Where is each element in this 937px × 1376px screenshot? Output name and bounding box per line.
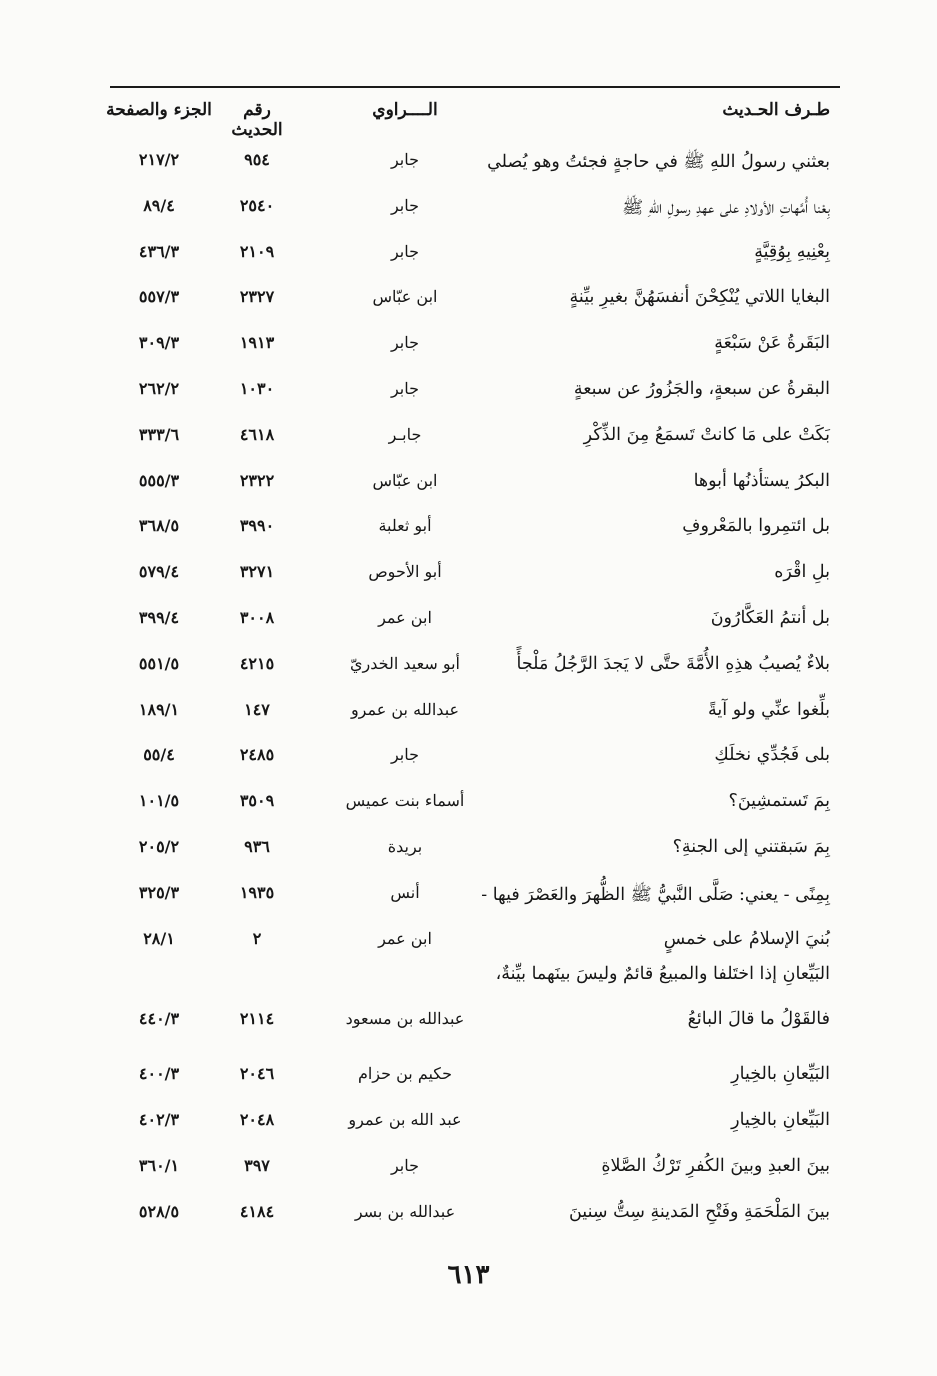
volume-page: ٥٥/٤	[143, 745, 175, 765]
table-row	[0, 1146, 937, 1192]
table-row	[0, 1192, 937, 1238]
volume-page: ٣٦٠/١	[138, 1155, 180, 1175]
hadith-number: ٢٥٤٠	[239, 195, 275, 215]
hadith-number: ٢٣٢٢	[239, 470, 275, 490]
table-row	[0, 781, 937, 827]
hadith-number: ٣٠٠٨	[239, 607, 275, 627]
hadith-text: بينَ العبدِ وبينَ الكُفرِ تَرْكُ الصَّلاةِ	[601, 1155, 830, 1176]
table-body	[0, 140, 937, 1238]
table-row	[0, 232, 937, 278]
volume-page: ٤٠٢/٣	[138, 1110, 180, 1130]
header-number: رقم الحديث	[231, 100, 283, 140]
table-row	[0, 827, 937, 873]
volume-page: ٣٠٩/٣	[138, 333, 180, 353]
rawi: أنس	[390, 882, 420, 902]
hadith-number: ٢٠٤٦	[239, 1064, 275, 1084]
hadith-number: ٣٥٠٩	[239, 791, 275, 811]
hadith-text: بلاءٌ يُصيبُ هذِهِ الأُمَّةَ حتَّى لا يَجدَ الرَّجُلُ مَلْجأً	[516, 653, 830, 674]
volume-page: ١٠١/٥	[138, 791, 180, 811]
volume-page: ٣٩٩/٤	[138, 607, 180, 627]
hadith-text: البَيِّعانِ إذا اختَلفا والمبيعُ قائمٌ وليسَ بينَهما بيِّنةٌ،	[495, 964, 830, 985]
rawi: أبو سعيد الخدريّ	[350, 653, 460, 673]
table-row	[0, 873, 937, 919]
hadith-number: ٢٠٤٨	[239, 1110, 275, 1130]
table-row	[0, 1054, 937, 1100]
rawi: جابر	[390, 378, 420, 398]
rawi: جابر	[390, 1155, 420, 1175]
table-row	[0, 186, 937, 232]
volume-page: ٣٦٨/٥	[138, 516, 180, 536]
hadith-number: ٢	[252, 928, 262, 948]
rawi: أبو الأحوص	[368, 562, 442, 582]
hadith-number: ١٠٣٠	[239, 378, 275, 398]
hadith-text: بلى فَجُدِّي نخلَكِ	[714, 745, 830, 766]
volume-page: ٥٥٥/٣	[138, 470, 180, 490]
hadith-number: ١٩١٣	[239, 333, 275, 353]
rawi: جابر	[390, 241, 420, 261]
top-rule	[110, 86, 840, 88]
hadith-text: البكرُ يستأذنُها أبوها	[693, 470, 830, 491]
hadith-text: بُنيَ الإسلامُ على خمسٍ	[663, 928, 830, 949]
hadith-text: بل ائتمِروا بالمَعْروفِ	[682, 516, 830, 537]
hadith-number: ٤٦١٨	[239, 424, 275, 444]
volume-page: ٥٢٨/٥	[138, 1201, 180, 1221]
hadith-text: البَيِّعانِ بالخِيارِ	[731, 1110, 830, 1131]
hadith-text: بَكَتْ على مَا كانتْ تَسمَعُ مِنَ الذِّكْرِ	[583, 424, 830, 445]
volume-page: ٢٦٢/٢	[138, 378, 180, 398]
hadith-number: ٤٢١٥	[239, 653, 275, 673]
hadith-number: ٣٩٩٠	[239, 516, 275, 536]
rawi: ابن عبّاس	[372, 287, 438, 307]
hadith-text: بِمَ تَستمشِينَ؟	[728, 791, 830, 812]
rawi: أسماء بنت عميس	[345, 791, 465, 811]
table-row	[0, 506, 937, 552]
hadith-number: ٣٩٧	[244, 1155, 270, 1175]
table-row	[0, 919, 937, 965]
hadith-number: ٩٥٤	[244, 150, 270, 169]
hadith-text: البَقَرةُ عَنْ سَبْعَةٍ	[714, 333, 830, 354]
hadith-number: ٢١١٤	[239, 1009, 275, 1029]
rawi: بريدة	[387, 836, 423, 856]
table-row	[0, 644, 937, 690]
volume-page: ٥٥١/٥	[138, 653, 180, 673]
table-row	[0, 735, 937, 781]
rawi: جابر	[390, 150, 420, 169]
volume-page: ١٨٩/١	[138, 699, 180, 719]
table-header	[0, 100, 937, 140]
hadith-text: بِمَ سَبقتني إلى الجنةِ؟	[672, 836, 830, 857]
volume-page: ٤٠٠/٣	[138, 1064, 180, 1084]
rawi: عبدالله بن مسعود	[345, 1009, 465, 1029]
rawi: جابر	[390, 333, 420, 353]
hadith-number: ٤١٨٤	[239, 1201, 275, 1221]
hadith-number: ٢٤٨٥	[239, 745, 275, 765]
rawi: أبو ثعلبة	[378, 516, 432, 536]
rawi: ابن عمر	[378, 607, 432, 627]
table-row	[0, 140, 937, 186]
hadith-number: ٢٣٢٧	[239, 287, 275, 307]
volume-page: ٢١٧/٢	[138, 150, 180, 169]
rawi: عبدالله بن عمرو	[350, 699, 460, 719]
hadith-number: ٢١٠٩	[239, 241, 275, 261]
hadith-text: بِعْنِيهِ بِوُقِيَّةٍ	[754, 241, 830, 262]
hadith-number: ٩٣٦	[244, 836, 270, 856]
volume-page: ٥٧٩/٤	[138, 562, 180, 582]
table-row	[0, 690, 937, 736]
rawi: حكيم بن حزام	[357, 1064, 453, 1084]
hadith-text: بلِ اقْرَه	[774, 562, 830, 583]
table-row	[0, 598, 937, 644]
header-volume-page: الجزء والصفحة	[106, 100, 212, 120]
hadith-number: ١٤٧	[244, 699, 270, 719]
hadith-number: ٣٢٧١	[239, 562, 275, 582]
rawi: جابر	[390, 745, 420, 765]
rawi: جابـر	[388, 424, 422, 444]
volume-page: ٥٥٧/٣	[138, 287, 180, 307]
header-rawi: الــــراوي	[372, 100, 438, 120]
table-row	[0, 552, 937, 598]
table-row	[0, 277, 937, 323]
hadith-text: البَيِّعانِ بالخِيارِ	[731, 1064, 830, 1085]
volume-page: ٨٩/٤	[143, 195, 175, 215]
table-row	[0, 323, 937, 369]
volume-page: ٤٣٦/٣	[138, 241, 180, 261]
hadith-text: بِعْنا أُمَّهاتِ الأولادِ على عهدِ رسولِ اللهِ ﷺ	[622, 197, 830, 218]
page-number: ٦١٣	[447, 1260, 490, 1290]
rawi: جابر	[390, 195, 420, 215]
header-hadith: طـرف الحـديث	[722, 100, 830, 120]
hadith-text: بل أنتمُ العَكَّارُونَ	[710, 607, 830, 628]
volume-page: ٣٣٣/٦	[138, 424, 180, 444]
table-row	[0, 964, 937, 1054]
hadith-number: ١٩٣٥	[239, 882, 275, 902]
volume-page: ٤٤٠/٣	[138, 1009, 180, 1029]
table-row	[0, 1100, 937, 1146]
table-row	[0, 369, 937, 415]
rawi: ابن عمر	[378, 928, 432, 948]
table-row	[0, 461, 937, 507]
table-row	[0, 415, 937, 461]
hadith-text: بعثني رسولُ اللهِ ﷺ في حاجةٍ فجئتُ وهو يُصلي	[487, 152, 830, 172]
rawi: ابن عبّاس	[372, 470, 438, 490]
rawi: عبد الله بن عمرو	[348, 1110, 462, 1130]
hadith-text-continued: فالقَوْلُ ما قالَ البائعُ	[687, 1009, 830, 1030]
hadith-text: بينَ المَلْحَمَةِ وفَتْحِ المَدينةِ سِتُّ سِنينَ	[568, 1201, 830, 1222]
hadith-text: البغايا اللاتي يُنْكِحْنَ أنفسَهُنَّ بغيرِ بيِّنةٍ	[569, 287, 830, 308]
volume-page: ٣٢٥/٣	[138, 882, 180, 902]
rawi: عبدالله بن بسر	[354, 1201, 456, 1221]
hadith-text: بلِّغوا عنِّي ولو آيةً	[708, 699, 830, 720]
hadith-text: البقرةُ عن سبعةٍ، والجَزُورُ عن سبعةٍ	[573, 378, 830, 399]
volume-page: ٢٨/١	[143, 928, 175, 948]
hadith-text: بِمِنًى - يعني: صَلَّى النَّبيُّ ﷺ الظُّهرَ والعَصْرَ فيها -	[481, 884, 830, 905]
volume-page: ٢٠٥/٢	[138, 836, 180, 856]
